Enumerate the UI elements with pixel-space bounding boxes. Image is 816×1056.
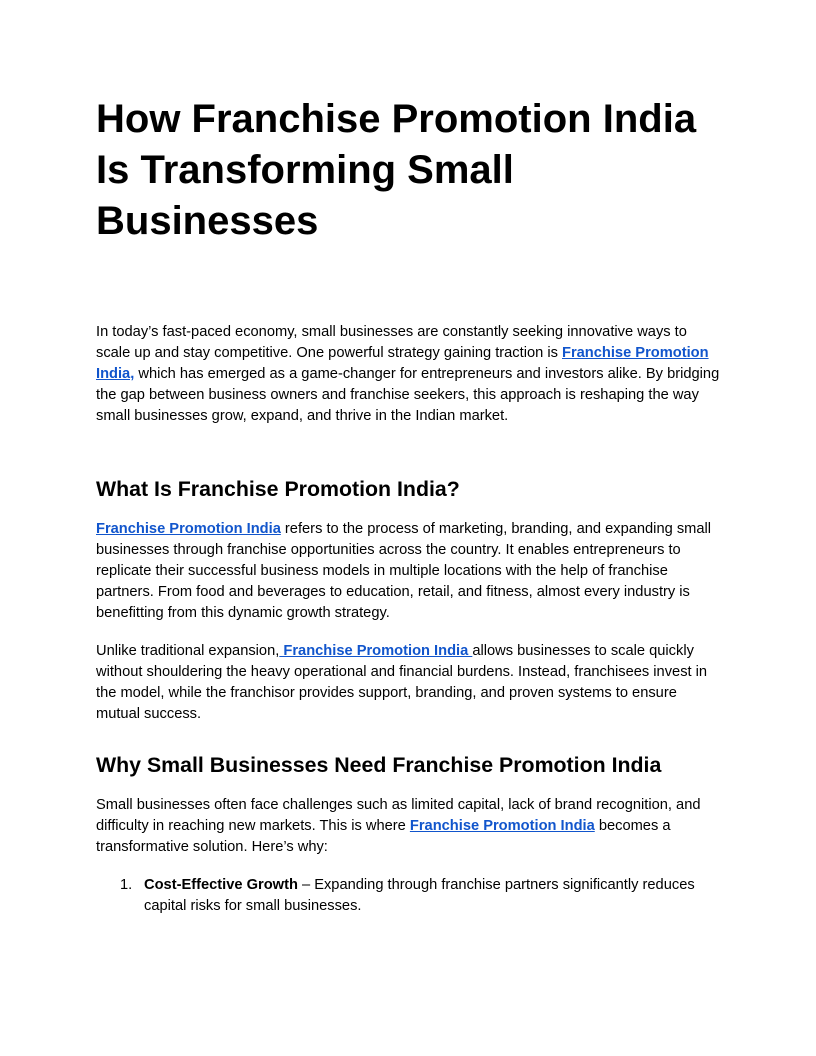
section1-p1-text: refers to the process of marketing, branding, and expanding small businesses through franchise opportunities across the country. It enables entrepreneurs to replicate their successful business models in multiple locations with the help of franchise partners. From food and beverages to education, retail, and fitness, almost every industry is benefitting from this dynamic growth strategy. xyxy=(96,521,712,621)
list-item-title: Cost-Effective Growth xyxy=(144,877,298,893)
franchise-promotion-link[interactable]: Franchise Promotion India xyxy=(96,521,281,537)
page-title: How Franchise Promotion India Is Transforming Small Businesses xyxy=(96,97,697,243)
section2-p1-after: becomes a transformative solution. Here’s why: xyxy=(96,818,671,855)
franchise-promotion-link[interactable]: Franchise Promotion India, xyxy=(96,345,709,382)
section1-p2-before: Unlike traditional expansion, xyxy=(96,643,280,659)
intro-text-after: which has emerged as a game-changer for entrepreneurs and investors alike. By bridging the gap between business owners and franchise seekers, this approach is reshaping the way small businesses grow, expand, and thrive in the Indian market. xyxy=(96,366,720,424)
list-item-number: 1. xyxy=(120,877,133,893)
section-heading-why-need: Why Small Businesses Need Franchise Promotion India xyxy=(96,753,662,777)
intro-text-before: In today’s fast-paced economy, small businesses are constantly seeking innovative ways to scale up and stay competitive. One powerful strategy gaining traction is xyxy=(96,324,687,361)
section1-p2-after: allows businesses to scale quickly without shouldering the heavy operational and financial burdens. Instead, franchisees invest in the model, while the franchisor provides support, branding, and proven systems to ensure mutual success. xyxy=(96,643,708,722)
section2-paragraph-1 xyxy=(96,795,722,858)
franchise-promotion-link[interactable]: Franchise Promotion India xyxy=(279,643,473,659)
section2-p1-before: Small businesses often face challenges such as limited capital, lack of brand recognition, and difficulty in reaching new markets. This is where xyxy=(96,797,701,834)
franchise-promotion-link[interactable]: Franchise Promotion India xyxy=(409,818,595,834)
section1-paragraph-2 xyxy=(96,641,722,725)
section-heading-what-is: What Is Franchise Promotion India? xyxy=(96,477,460,501)
intro-paragraph xyxy=(96,322,722,427)
list-item-body xyxy=(144,875,704,917)
list-item-text: – Expanding through franchise partners significantly reduces capital risks for small businesses. xyxy=(144,877,695,914)
section1-paragraph-1 xyxy=(96,519,722,624)
